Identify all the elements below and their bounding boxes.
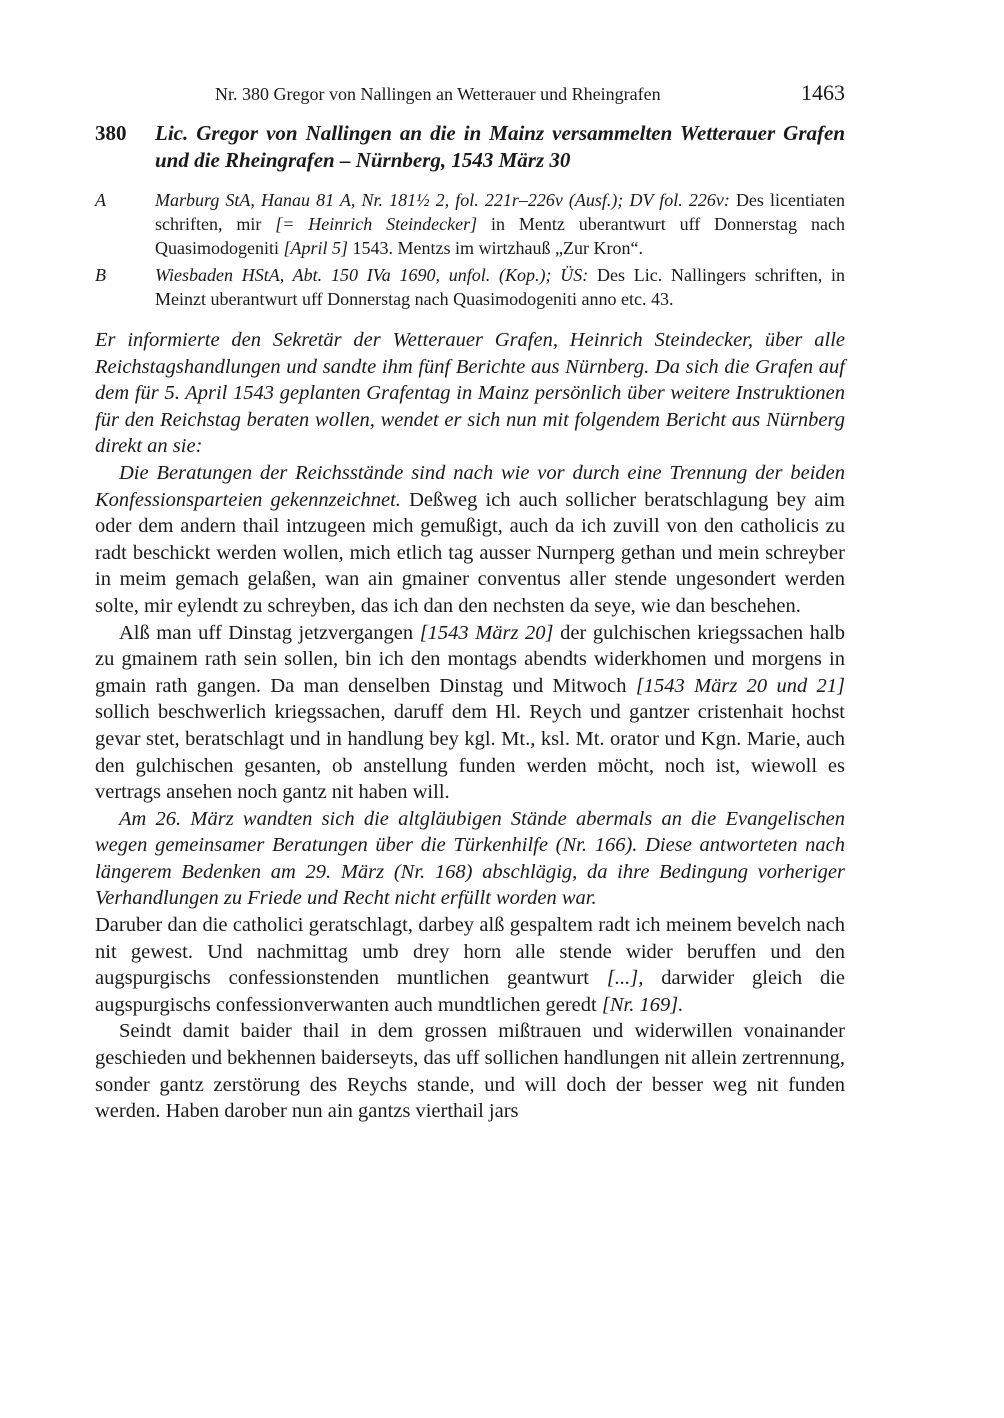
document-number: 380	[95, 121, 127, 145]
body-paragraph-2	[95, 620, 845, 806]
source-text: in Mentz uberantwurt uff Donnerstag nach Quasimodogeniti	[155, 214, 846, 258]
body-paragraph-4: Seindt damit baider thail in dem grossen mißtrauen und widerwillen vonainander geschieden und bekhennen baiderseyts, das uff sollichen handlungen nit allein zertrennung, sonder gantz zerstörung des Reychs stande, und will doch der besser weg nit funden werden. Haben darober nun ain gantzs vierthail jars	[95, 1020, 845, 1123]
editorial-summary: Die Beratungen der Reichsstände sind nach wie vor durch eine Trennung der beiden Konfessionsparteien gekennzeichnet.	[95, 461, 845, 511]
transcription-text: sollich beschwerlich kriegssachen, daruff dem Hl. Reych und gantzer cristenhait hochst gevar stet, beratschlagt und in handlung bey kgl. Mt., ksl. Mt. orator und Kgn. Marie, auch den gulchischen gesanten, ob anstellung funden werden möcht, noch ist, wiewoll es vertrags ansehen noch gantz nit haben will.	[95, 701, 845, 804]
body-paragraph-1	[95, 460, 845, 620]
editorial-note: [...],	[606, 967, 644, 990]
source-text: Des Lic. Nallingers schriften, in Meinzt uberantwurt uff Donnerstag nach Quasimodogeniti anno etc. 43.	[155, 265, 846, 309]
transcription-text: Daruber dan die catholici geratschlagt, darbey alß gespaltem radt ich meinem bevelch nach nit gewest. Und nachmittag umb drey horn alle stende wider beruffen und den augspurgischs confessionstenden muntlichen geantwurt	[95, 914, 845, 990]
source-citation: Wiesbaden HStA, Abt. 150 IVa 1690, unfol. (Kop.); ÜS:	[155, 265, 589, 285]
editorial-note: [1543 März 20]	[419, 621, 554, 644]
transcription-text: Deßweg ich auch sollicher beratschlagung bey aim oder dem andern thail intzugeen mich gemußigt, auch da ich zuvill von den catholicis zu radt beschickt werden wollen, mich etlich tag ausser Nurnperg gethan und mein schreyber in meim gemach gelaßen, wan ain gmainer conventus aller stende ungesondert werden solte, mir eylendt zu schreyben, das ich dan den nechsten da seye, wie dan beschehen.	[95, 488, 845, 617]
editorial-intro: Er informierte den Sekretär der Wetterauer Grafen, Heinrich Steindecker, über alle Reichstagshandlungen und sandte ihm fünf Berichte aus Nürnberg. Da sich die Grafen auf dem für 5. April 1543 geplanten Grafentag in Mainz persönlich über weitere Instruktionen für den Reichstag beraten wollen, wendet er sich nun mit folgendem Bericht aus Nürnberg direkt an sie:	[95, 329, 845, 458]
editorial-summary-paragraph: Am 26. März wandten sich die altgläubigen Stände abermals an die Evangelischen wegen gemeinsamer Beratungen über die Türkenhilfe (Nr. 166). Diese antworteten nach längerem Bedenken am 29. März (Nr. 168) abschlägig, da ihre Bedingung vorheriger Verhandlungen zu Friede und Recht nicht erfüllt worden war.	[95, 807, 845, 910]
source-siglum: B	[95, 265, 106, 285]
source-entry-b	[95, 263, 845, 311]
transcription-text: Alß man uff Dinstag jetzvergangen	[119, 621, 414, 644]
page-number: 1463	[801, 80, 845, 105]
source-text: Des licentiaten schriften, mir	[155, 190, 845, 234]
document-page	[95, 78, 845, 1125]
document-title: Lic. Gregor von Nallingen an die in Mainz versammelten Wetterauer Grafen und die Rheingrafen – Nürnberg, 1543 März 30	[155, 121, 845, 172]
transcription-text: der gulchischen kriegssachen halb zu gmainem rath sein sollen, bin ich den montags abendts widerkhomen und morgens in gmain rath gangen. Da man denselben Dinstag und Mitwoch	[95, 621, 846, 697]
source-entry-a	[95, 188, 845, 260]
source-siglum: A	[95, 190, 106, 210]
transcription-text: darwider gleich die augspurgischs confessionverwanten auch mundtlichen geredt	[95, 967, 846, 1016]
source-list	[95, 188, 845, 311]
source-description	[155, 188, 845, 260]
document-body	[95, 327, 845, 1125]
running-title: Nr. 380 Gregor von Nallingen an Wetterauer und Rheingrafen	[215, 84, 661, 104]
source-text: 1543. Mentzs im wirtzhauß „Zur Kron“.	[352, 238, 643, 258]
source-citation: Marburg StA, Hanau 81 A, Nr. 181½ 2, fol. 221r–226v (Ausf.); DV fol. 226v:	[155, 190, 730, 210]
running-head	[95, 78, 845, 108]
document-heading	[95, 120, 845, 174]
editorial-note: [1543 März 20 und 21]	[635, 674, 845, 697]
editorial-note: [Nr. 169].	[601, 993, 684, 1016]
body-paragraph-3	[95, 912, 845, 1018]
editorial-note: [April 5]	[283, 238, 349, 258]
source-description	[155, 263, 845, 311]
editorial-note: [= Heinrich Steindecker]	[275, 214, 478, 234]
